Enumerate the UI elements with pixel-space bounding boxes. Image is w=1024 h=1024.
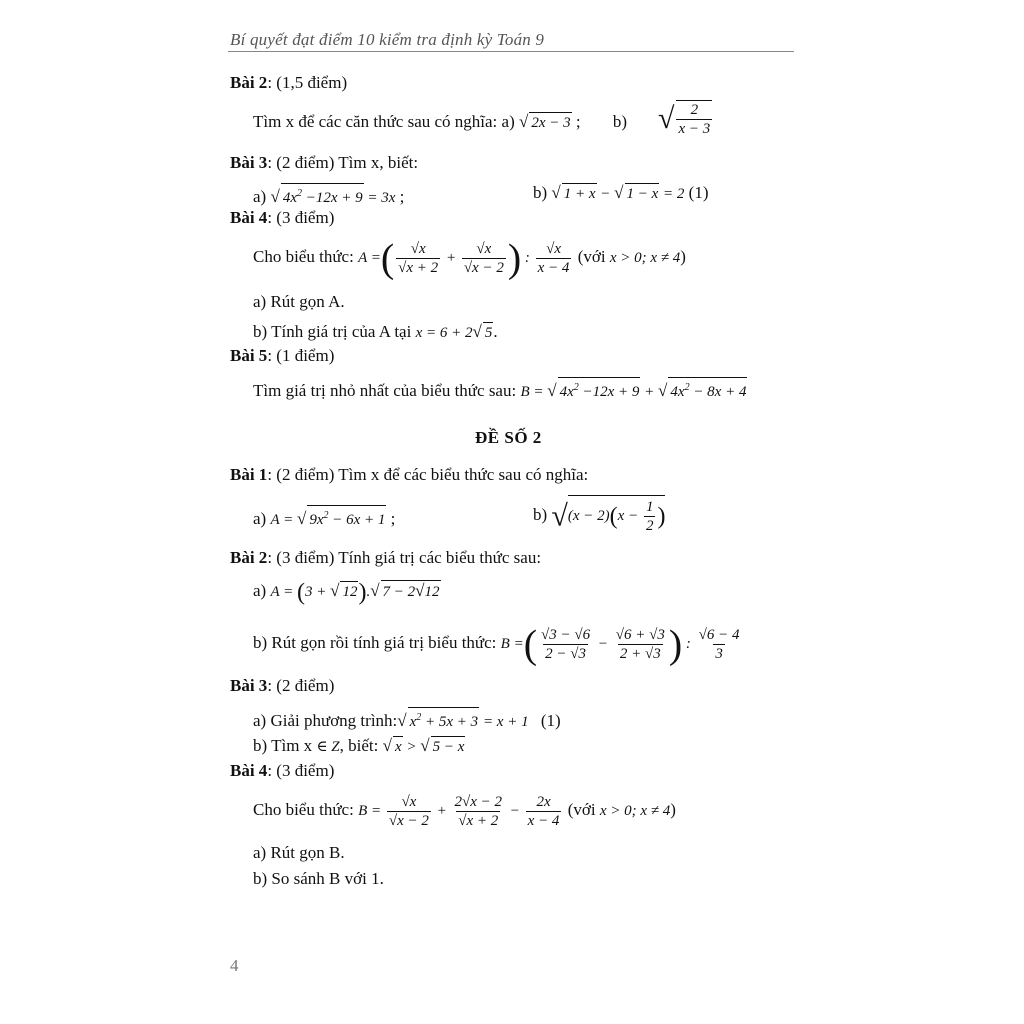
de1-bai3-heading: Bài 3: (2 điểm) Tìm x, biết: bbox=[230, 153, 419, 172]
de2-bai4-a: a) Rút gọn B. bbox=[253, 843, 345, 862]
running-header: Bí quyết đạt điểm 10 kiểm tra định kỳ Toán 9 bbox=[230, 30, 545, 49]
de1-bai2-heading: Bài 2: (1,5 điểm) bbox=[230, 73, 348, 92]
math-expression: A = (3 + √ 12).√ 7 − 2√12 bbox=[270, 579, 440, 606]
de2-bai1-a: a) A = √ $9x^2 - 6x + 1$ ; bbox=[253, 505, 395, 530]
math-expression: √ $x^2 + 5x + 3 = x + 1$ bbox=[397, 714, 528, 730]
de2-bai2-b: b) Rút gọn rồi tính giá trị biểu thức: B =( $\frac{√3 - √6}{2 - √3}$ − $\frac{√6 + √3}{2 + √3}$ ) : $\frac{√6 - 4}{3}$ bbox=[253, 617, 744, 670]
de1-bai4-heading: Bài 4: (3 điểm) bbox=[230, 208, 335, 227]
math-expression: A = √ $9x^2 - 6x + 1$ bbox=[270, 512, 386, 528]
math-expression: √ $4x^2 -12x + 9 = 3x$ bbox=[270, 190, 395, 206]
de2-bai4-expression: Cho biểu thức: B = $\frac{√x}{√x - 2}$ + $\frac{2√x - 2}{√x + 2}$ − $\frac{2x}{x - 4}$ (với x > 0; x ≠ 4) bbox=[253, 794, 676, 830]
de2-bai2-heading: Bài 2: (3 điểm) Tính giá trị các biểu thức sau: bbox=[230, 548, 542, 567]
de1-bai4-b: b) Tính giá trị của A tại x = 6 + 2√ 5. bbox=[253, 322, 498, 341]
math-expression: √ x > √ 5 − x bbox=[382, 736, 465, 755]
de2-bai3-a: a) Giải phương trình:√ $x^2 + 5x + 3 = x + 1$ (1) bbox=[253, 707, 561, 732]
de1-bai5-heading: Bài 5: (1 điểm) bbox=[230, 346, 335, 365]
de1-bai4-expression: Cho biểu thức: A =( $\frac{√x}{√x + 2}$ + $\frac{√x}{√x - 2}$ ) : $\frac{√x}{x - 4}$ (với x > 0; x ≠ 4) bbox=[253, 235, 686, 281]
de1-bai2-question: Tìm x để các căn thức sau có nghĩa: a) √ 2x − 3 ; b) bbox=[253, 112, 628, 131]
de2-bai4-heading: Bài 4: (3 điểm) bbox=[230, 761, 335, 780]
math-expression: √ $\frac{2}{x - 3}$ bbox=[658, 102, 711, 137]
math-expression: B = √ $4x^2 -12x + 9$ + √ $4x^2 - 8x + 4$ bbox=[520, 384, 747, 400]
de1-bai3-a: a) √ $4x^2 -12x + 9 = 3x$ ; bbox=[253, 183, 404, 208]
section-title: ĐỀ SỐ 2 bbox=[475, 428, 542, 447]
math-expression: B =( $\frac{√3 - √6}{2 - √3}$ − $\frac{√6 + √3}{2 + √3}$ ) : $\frac{√6 - 4}{3}$ bbox=[500, 621, 740, 667]
header-rule bbox=[228, 51, 794, 52]
de1-bai3-b: b) √ 1 + x − √ 1 − x = 2 (1) bbox=[533, 183, 709, 202]
page-number: 4 bbox=[230, 956, 239, 975]
de2-bai3-b: b) Tìm x ∈ Z, biết: √ x > √ 5 − x bbox=[253, 736, 465, 755]
de2-bai2-a: a) A = (3 + √ 12).√ 7 − 2√12 bbox=[253, 579, 440, 606]
math-expression: √(x − 2)(x − $\frac{1}{2}$ ) bbox=[551, 508, 665, 524]
de1-bai5-question: Tìm giá trị nhỏ nhất của biểu thức sau: B = √ $4x^2 -12x + 9$ + √ $4x^2 - 8x + 4$ bbox=[253, 377, 747, 402]
de1-bai4-a: a) Rút gọn A. bbox=[253, 292, 345, 311]
de2-bai1-heading: Bài 1: (2 điểm) Tìm x để các biểu thức sau có nghĩa: bbox=[230, 465, 589, 484]
math-expression: A =( $\frac{√x}{√x + 2}$ + $\frac{√x}{√x - 2}$ ) : $\frac{√x}{x - 4}$ bbox=[358, 235, 570, 281]
de2-bai1-b: b) √(x − 2)(x − $\frac{1}{2}$ ) bbox=[533, 492, 665, 540]
de2-bai4-b: b) So sánh B với 1. bbox=[253, 869, 384, 888]
math-expression: √ 2x − 3 bbox=[519, 112, 571, 131]
math-expression: √ 1 + x − √ 1 − x = 2 bbox=[551, 183, 685, 202]
math-expression: x = 6 + 2√ 5 bbox=[415, 322, 493, 341]
math-expression: B = $\frac{√x}{√x - 2}$ + $\frac{2√x - 2}{√x + 2}$ − $\frac{2x}{x - 4}$ bbox=[358, 794, 560, 830]
de2-bai3-heading: Bài 3: (2 điểm) bbox=[230, 676, 335, 695]
